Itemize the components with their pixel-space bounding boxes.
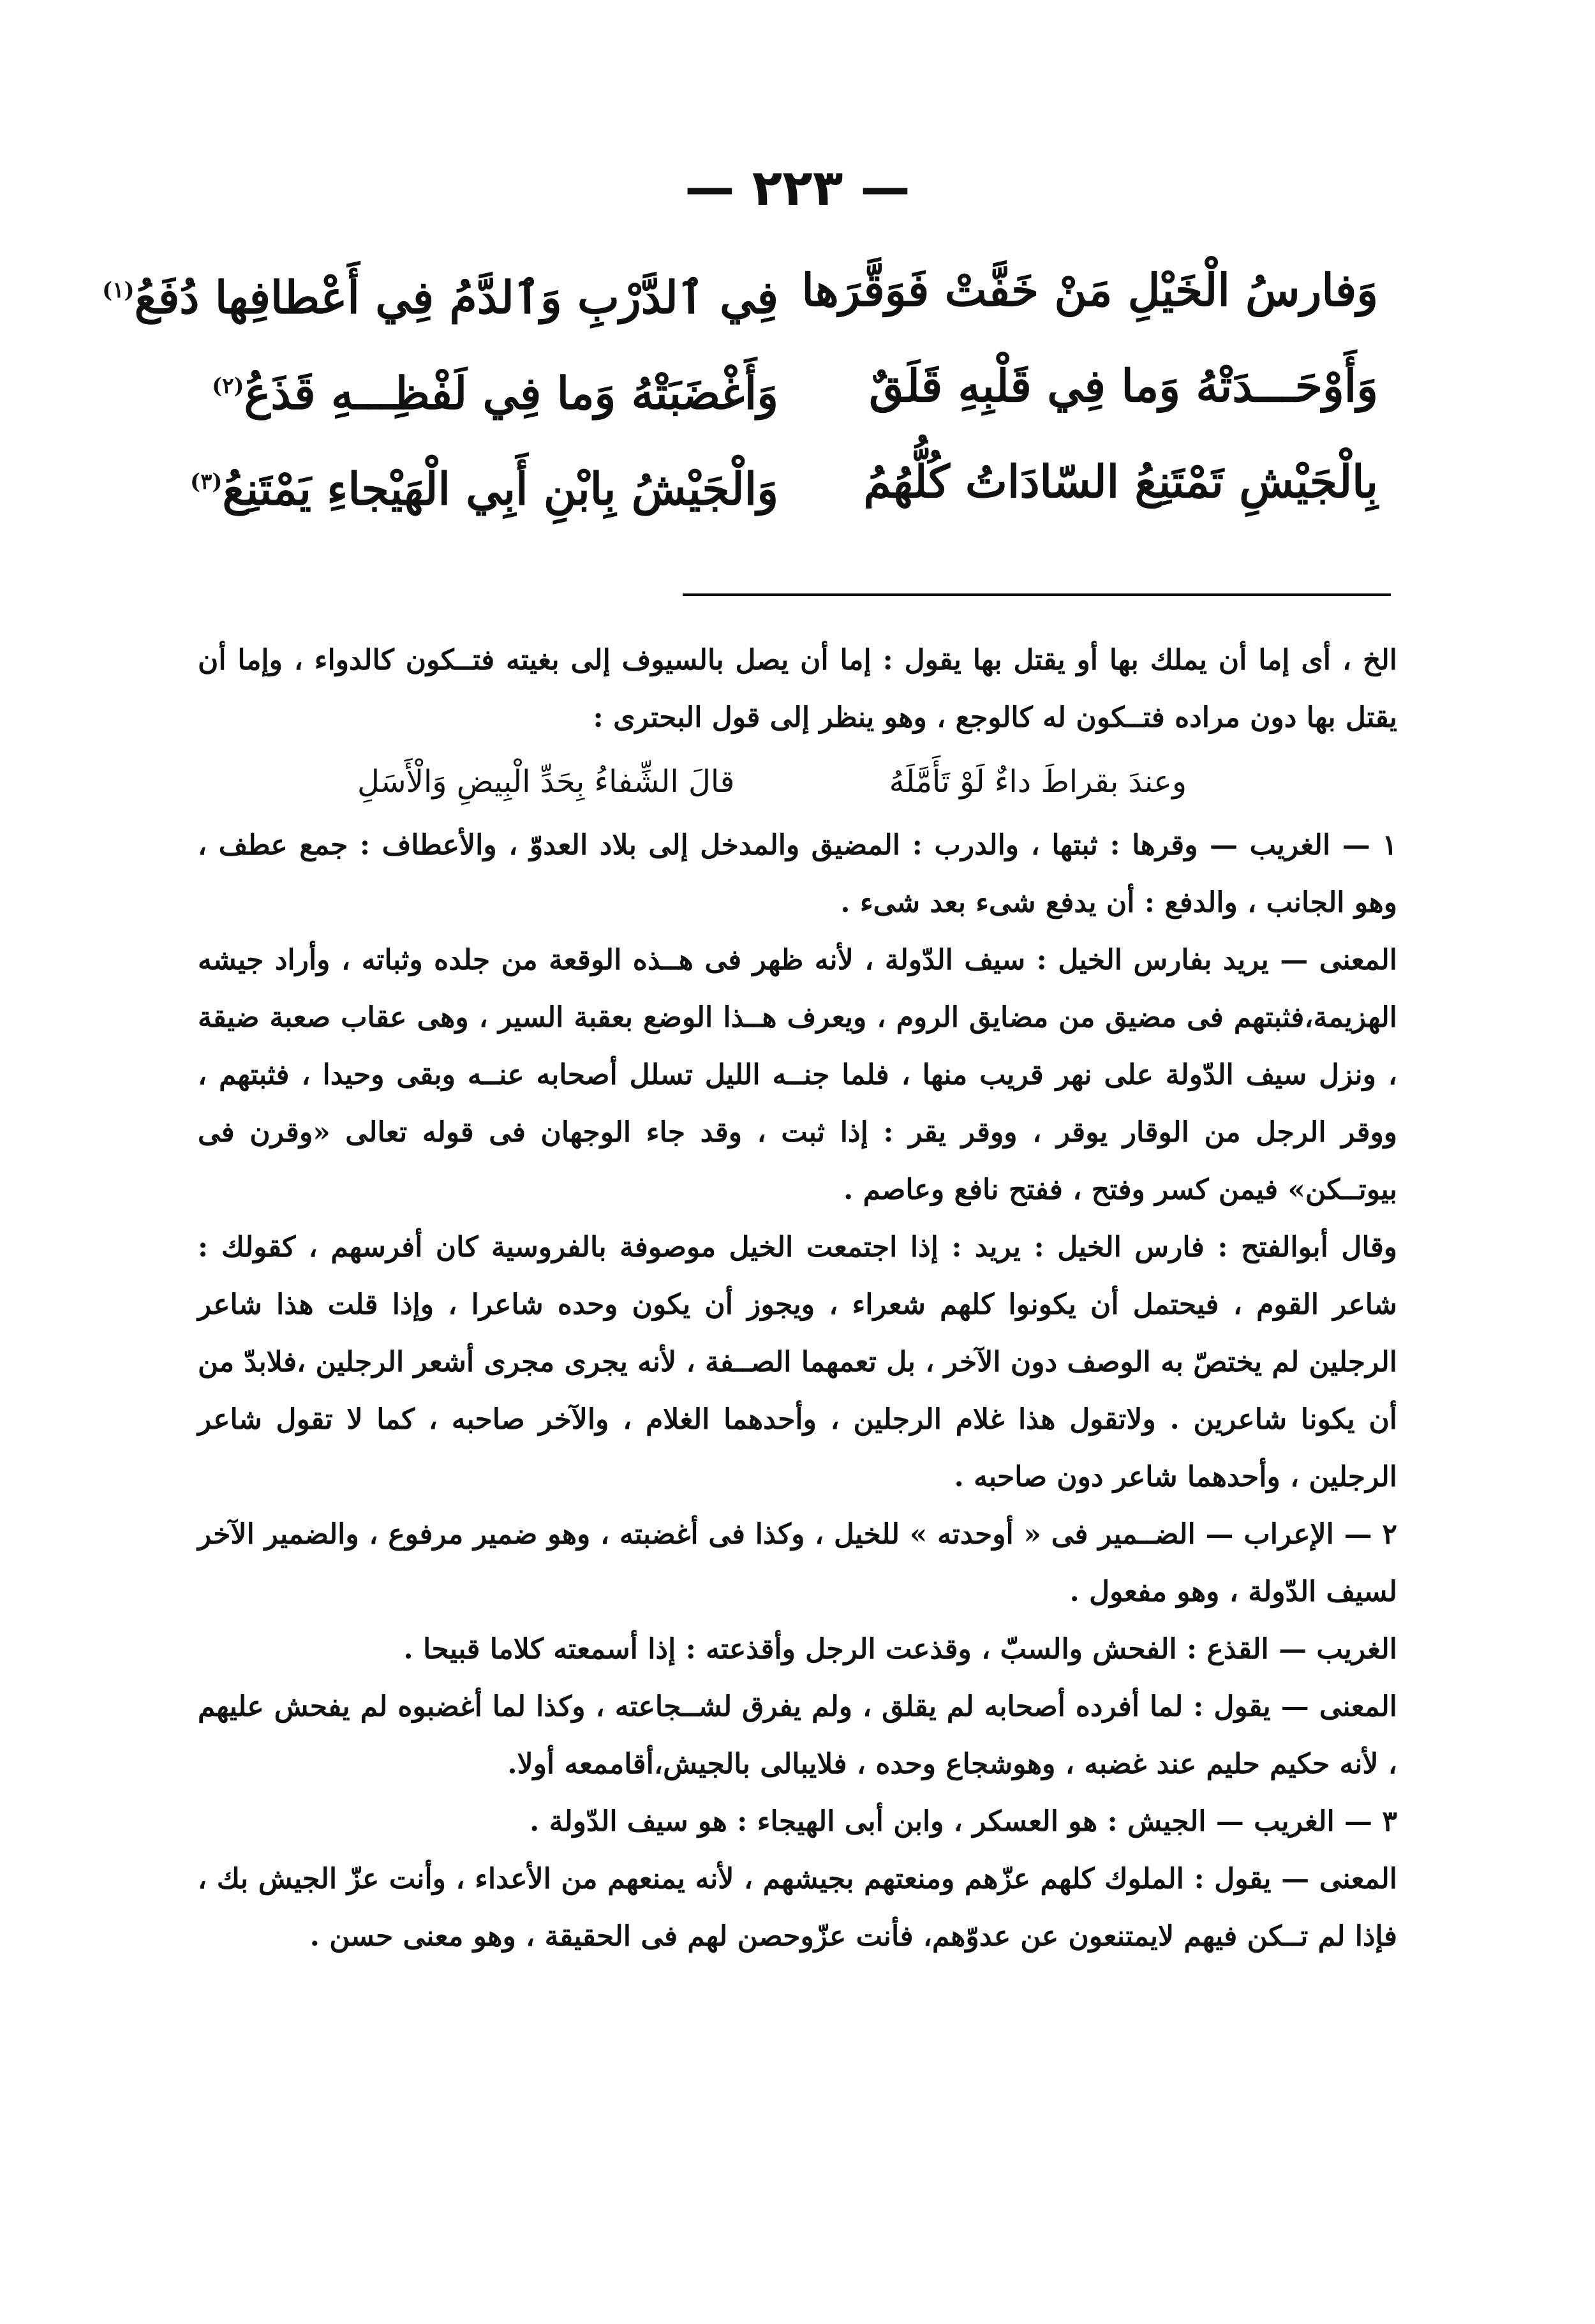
note-text: الجيش : هو العسكر ، وابن أبى الهيجاء : هو سيف الدّولة .	[529, 1805, 1206, 1838]
verse-3	[190, 434, 1378, 530]
note-heading: ٢ — الإعراب —	[1205, 1518, 1397, 1551]
hemistich-second	[102, 242, 778, 338]
note-2-gharib	[198, 1621, 1397, 1678]
hemistich-first	[801, 242, 1378, 338]
quoted-verse-first: وعندَ بقراطَ داءٌ لَوْ تَأَمَّلَهُ	[889, 764, 1187, 800]
quoted-verse-second: قالَ الشِّفاءُ بِحَدِّ الْبِيضِ وَالْأَسَلِ	[357, 764, 735, 800]
hemistich-first	[829, 338, 1378, 434]
note-1-abulfath: وقال أبوالفتح : فارس الخيل : يريد : إذا اجتمعت الخيل موصوفة بالفروسية كان أفرسهم ، كقولك : شاعر القوم ، فيحتمل أن يكونوا كلهم شعراء ، ويجوز أن يكون وحده شاعرا ، وإذا قلت هذا شاعر الرجلين لم يختصّ به الوصف دون الآخر ، بل تعمهما الصــفة ، لأنه يجرى مجرى أشعر الرجلين ،فلابدّ من أن يكونا شاعرين . ولاتقول هذا غلام الرجلين ، وأحدهما الغلام ، والآخر صاحبه ، كما لا تقول شاعر الرجلين ، وأحدهما شاعر دون صاحبه .	[198, 1231, 1398, 1493]
note-heading: ١ — الغريب —	[1210, 829, 1397, 861]
note-3-meaning	[198, 1851, 1397, 1965]
note-heading: ٣ — الغريب —	[1215, 1805, 1397, 1838]
footnote-marker: (١)	[102, 278, 135, 303]
note-1-meaning	[198, 932, 1397, 1219]
note-text: يريد بفارس الخيل : سيف الدّولة ، لأنه ظهر فى هــذه الوقعة من جلده وثباته ، وأراد جيشه الهزيمة،فثبتهم فى مضيق من مضايق الروم ، ويعرف هــذا الوضع بعقبة السير ، وهى عقاب صعبة ضيقة ، ونزل سيف الدّولة على نهر قريب منها ، فلما جنــه الليل تسلل أصحابه عنــه وبقى وحيدا ، فثبتهم ، ووقر الرجل من الوقار يوقر ، ووقر يقر : إذا ثبت ، وقد جاء الوجهان فى قوله تعالى «وقرن فى بيوتــكن» فيمن كسر وفتح ، ففتح نافع وعاصم .	[198, 944, 1397, 1206]
hemistich-text: وَفارسُ الْخَيْلِ مَنْ خَفَّتْ فَوَقَّرَها	[801, 264, 1378, 317]
hemistich-text: فِي ٱلدَّرْبِ وَٱلدَّمُ فِي أَعْطافِها دُفَعُ	[134, 271, 778, 324]
note-1	[198, 817, 1397, 932]
note-heading: المعنى —	[1280, 1690, 1397, 1723]
note-text: الضــمير فى « أوحدته » للخيل ، وكذا فى أغضبته ، وهو ضمير مرفوع ، والضمير الآخر لسيف الدّولة ، وهو مفعول .	[198, 1518, 1397, 1608]
note-2	[198, 1506, 1397, 1621]
hemistich-text: وَأَوْحَـــدَتْهُ وَما فِي قَلْبِهِ قَلَقٌ	[869, 359, 1378, 412]
hemistich-second	[212, 338, 778, 434]
separator-rule	[683, 593, 1391, 596]
page-number: — ٢٢٣ —	[685, 160, 910, 217]
verse-2	[212, 338, 1378, 434]
note-3	[198, 1793, 1397, 1851]
commentary-intro: الخ ، أى إما أن يملك بها أو يقتل بها يقول : إما أن يصل بالسيوف إلى بغيته فتــكون كالدواء ، وإما أن يقتل بها دون مراده فتــكون له كالوجع ، وهو ينظر إلى قول البحترى :	[198, 644, 1397, 734]
poem	[102, 242, 1378, 530]
note-heading: المعنى —	[1281, 1863, 1397, 1895]
note-heading: الغريب —	[1279, 1633, 1397, 1665]
hemistich-text: وَالْجَيْشُ بِابْنِ أَبِي الْهَيْجاءِ يَمْتَنِعُ	[222, 462, 778, 516]
quoted-verse	[357, 753, 1187, 810]
verse-1	[102, 242, 1378, 338]
commentary	[198, 632, 1397, 1965]
note-text: وقرها : ثبتها ، والدرب : المضيق والمدخل إلى بلاد العدوّ ، والأعطاف : جمع عطف ، وهو الجانب ، والدفع : أن يدفع شىء بعد شىء .	[198, 829, 1397, 919]
hemistich-text: بِالْجَيْشِ تَمْتَنِعُ السّادَاتُ كُلُّهُمُ	[863, 455, 1378, 508]
footnote-marker: (٢)	[212, 373, 244, 399]
hemistich-text: وَأَغْضَبَتْهُ وَما فِي لَفْظِـــهِ قَذَعُ	[244, 366, 778, 420]
footnote-marker: (٣)	[190, 469, 223, 495]
note-2-meaning	[198, 1678, 1397, 1793]
note-text: يقول : لما أفرده أصحابه لم يقلق ، ولم يفرق لشــجاعته ، وكذا لما أغضبوه لم يفحش عليهم ، لأنه حكيم حليم عند غضبه ، وهوشجاع وحده ، فلايبالى بالجيش،أقاممعه أولا.	[198, 1690, 1397, 1780]
hemistich-first	[829, 434, 1378, 530]
note-heading: المعنى —	[1280, 944, 1397, 976]
note-text: القذع : الفحش والسبّ ، وقذعت الرجل وأقذعته : إذا أسمعته كلاما قبيحا .	[403, 1633, 1269, 1665]
note-text: يقول : الملوك كلهم عزّهم ومنعتهم بجيشهم ، لأنه يمنعهم من الأعداء ، وأنت عزّ الجيش بك ، فإذا لم تــكن فيهم لايمتنعون عن عدوّهم، فأنت عزّوحصن لهم فى الحقيقة ، وهو معنى حسن .	[198, 1863, 1397, 1953]
hemistich-second	[190, 434, 778, 530]
